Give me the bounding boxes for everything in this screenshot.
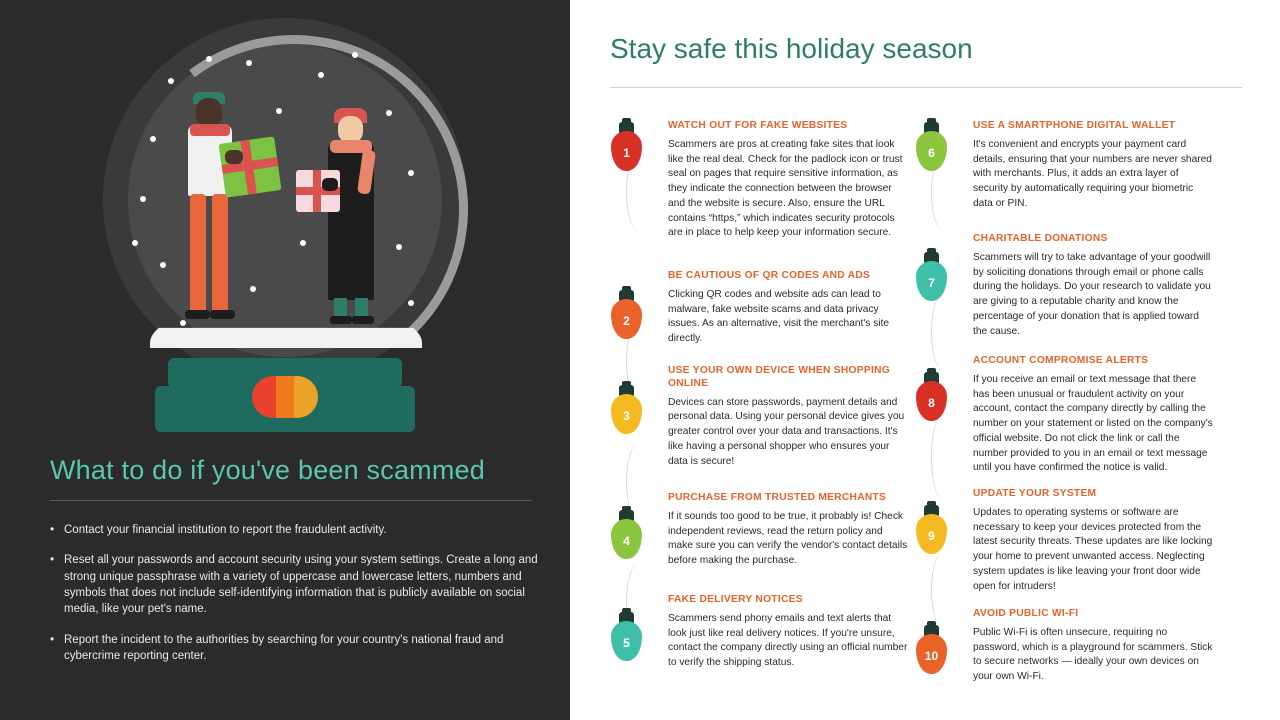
snowflake-icon [246,60,252,66]
bulb-ornament-2 [610,290,644,342]
bulb-number: 3 [611,394,642,434]
snowflake-icon [180,320,186,326]
bulb-ornament-8 [915,372,949,424]
scammed-steps-list [50,522,540,678]
snowflake-icon [168,78,174,84]
tip-body: Public Wi-Fi is often unsecure, requiring no password, which is a playground for scammers. Stick to secure networks — ideally your own devices on your own Wi-Fi. [973,626,1213,683]
title-divider [610,87,1242,88]
snowflake-icon [276,108,282,114]
tip-4 [668,492,908,569]
tip-body: Devices can store passwords, payment details and personal data. Using your personal device gives you greater control over your data and transactions. It's like having a personal shopper who ensures your data is secure! [668,396,905,467]
snow-globe-illustration [0,0,570,450]
list-item: • Reset all your passwords and account security using your system settings. Create a long and strong unique passphrase with a variety of uppercase and lowercase letters, numbers and symbols that does not include self-identifying information that is publicly available on social media, like your pet's name. [50,552,540,617]
bulb-number: 4 [611,519,642,559]
bulb-number: 9 [916,514,947,554]
tip-title: BE CAUTIOUS OF QR CODES AND ADS [668,270,871,281]
bulb-ornament-4 [610,510,644,562]
tip-2 [668,270,908,347]
tip-title: FAKE DELIVERY NOTICES [668,594,803,605]
tip-3 [668,365,908,469]
tip-9 [973,488,1213,594]
page-title: Stay safe this holiday season [610,33,973,64]
bulb-number: 10 [916,634,947,674]
list-item: • Contact your financial institution to report the fraudulent activity. [50,522,540,538]
tip-body: Scammers will try to take advantage of your goodwill by soliciting donations through email or phone calls during the holidays. Do your research to validate you are giving to a reputable charity and know the percentage of your donation that is applied toward the cause. [973,251,1211,337]
tips-columns [570,100,1280,700]
light-wire [931,550,958,630]
snowflake-icon [396,244,402,250]
snowflake-icon [300,240,306,246]
tip-6 [973,120,1213,212]
snowflake-icon [352,52,358,58]
bulb-number: 7 [916,261,947,301]
tip-title: WATCH OUT FOR FAKE WEBSITES [668,120,848,131]
mastercard-logo-icon [252,376,318,418]
bulb-number: 6 [916,131,947,171]
tip-title: UPDATE YOUR SYSTEM [973,488,1097,499]
bulb-number: 2 [611,299,642,339]
snowflake-icon [140,196,146,202]
tip-7 [973,233,1213,339]
tip-title: USE YOUR OWN DEVICE WHEN SHOPPING ONLINE [668,365,890,389]
tip-title: AVOID PUBLIC WI-FI [973,608,1079,619]
tip-body: Clicking QR codes and website ads can lead to malware, fake website scams and data privacy issues. As an alternative, visit the merchant's site directly. [668,288,890,345]
snowflake-icon [386,110,392,116]
tip-1 [668,120,908,241]
right-panel [570,0,1280,720]
light-wire [931,412,958,502]
tip-body: It's convenient and encrypts your payment card details, ensuring that your numbers are never shared with merchants. Plus, it adds an extra layer of security by automatically requiring your biometric data or PIN. [973,138,1212,209]
bulb-ornament-3 [610,385,644,437]
tip-body: Scammers send phony emails and text alerts that look just like real delivery notices. If you're unsure, contact the company directly using an official number to verify the shipping status. [668,612,908,669]
left-panel-divider [50,500,532,501]
left-panel [0,0,570,720]
snowflake-icon [160,262,166,268]
tip-body: Scammers are pros at creating fake sites that look like the real deal. Check for the padlock icon or trust seal on pages that require sensitive information, as they indicate the connection between the browser and the website is secure. Also, ensure the URL contains “https,” which indicates security protocols are in place to help keep your information secure. [668,138,903,239]
bulb-number: 8 [916,381,947,421]
snowflake-icon [132,240,138,246]
tip-body: If it sounds too good to be true, it probably is! Check independent reviews, read the return policy and make sure you can verify the vendor's contact details before making the purchase. [668,510,908,567]
bulb-ornament-10 [915,625,949,677]
tip-5 [668,594,908,671]
bulb-ornament-5 [610,612,644,664]
snowflake-icon [150,136,156,142]
snowflake-icon [408,170,414,176]
tip-10 [973,608,1213,685]
tip-8 [973,355,1213,476]
tip-title: ACCOUNT COMPROMISE ALERTS [973,355,1149,366]
bulb-ornament-6 [915,122,949,174]
snowflake-icon [250,286,256,292]
tip-title: USE A SMARTPHONE DIGITAL WALLET [973,120,1176,131]
left-panel-heading: What to do if you've been scammed [50,455,485,485]
bulb-ornament-1 [610,122,644,174]
snowflake-icon [206,56,212,62]
bulb-ornament-9 [915,505,949,557]
snowflake-icon [408,300,414,306]
snowflake-icon [318,72,324,78]
list-item: • Report the incident to the authorities by searching for your country's national fraud and cybercrime reporting center. [50,632,540,665]
tip-body: Updates to operating systems or software are necessary to keep your devices protected from the latest security threats. These updates are like locking your home to prevent unwanted access. Neglecting system updates is like leaving your front door wide open for intruders! [973,506,1213,592]
light-wire [931,292,958,372]
tip-body: If you receive an email or text message that there has been unusual or fraudulent activity on your account, contact the company directly by calling the number on your statement or listed on the company's official website. Do not click the link or call the number provided to you in an email or text message until you have confirmed the notice is valid. [973,373,1213,474]
bulb-number: 5 [611,621,642,661]
bulb-number: 1 [611,131,642,171]
bulb-ornament-7 [915,252,949,304]
tip-title: PURCHASE FROM TRUSTED MERCHANTS [668,492,887,503]
tip-title: CHARITABLE DONATIONS [973,233,1108,244]
